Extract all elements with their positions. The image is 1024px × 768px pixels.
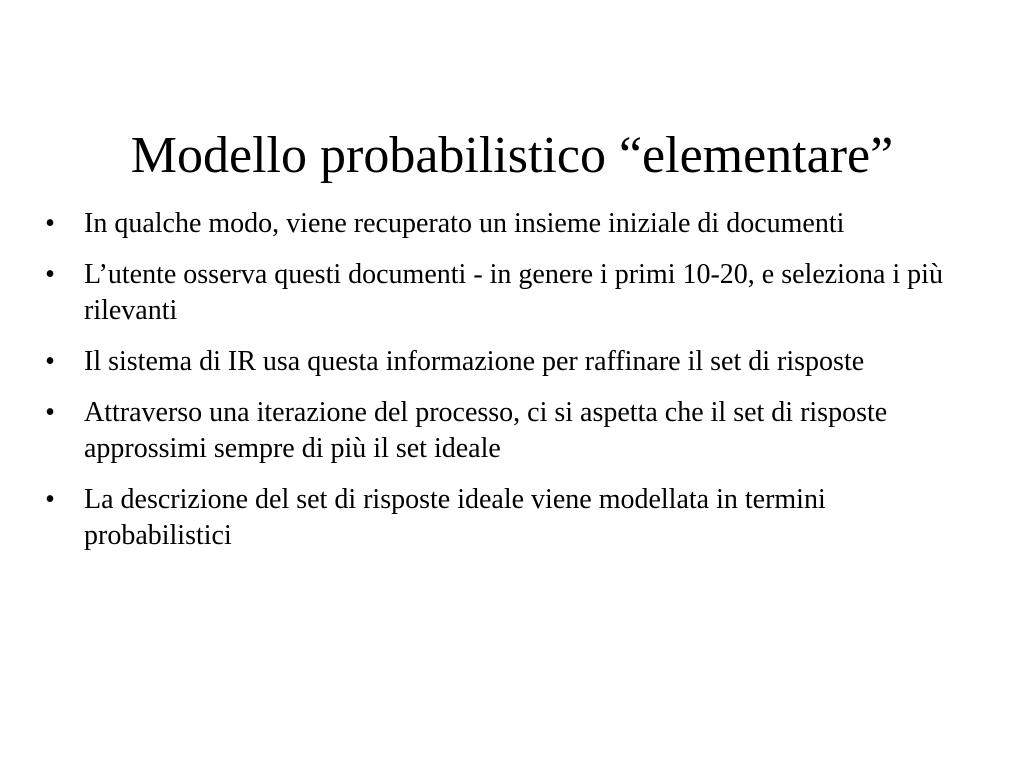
bullet-item xyxy=(40,257,980,329)
bullet-icon: • xyxy=(45,346,55,377)
bullet-text: In qualche modo, viene recuperato un insieme iniziale di documenti xyxy=(84,208,845,239)
bullet-text: L’utente osserva questi documenti - in genere i primi 10-20, e seleziona i più rilevanti xyxy=(84,259,943,326)
bullet-item xyxy=(40,206,980,242)
bullet-icon: • xyxy=(45,484,55,515)
bullet-text: La descrizione del set di risposte ideale viene modellata in termini probabilistici xyxy=(84,484,826,551)
bullet-item xyxy=(40,482,980,554)
bullet-list xyxy=(40,206,980,569)
bullet-item xyxy=(40,395,980,467)
bullet-icon: • xyxy=(45,259,55,290)
bullet-item xyxy=(40,344,980,380)
slide-title: Modello probabilistico “elementare” xyxy=(130,127,894,184)
bullet-text: Il sistema di IR usa questa informazione per raffinare il set di risposte xyxy=(84,346,865,377)
bullet-text: Attraverso una iterazione del processo, ci si aspetta che il set di risposte approssimi sempre di più il set ideale xyxy=(84,397,888,464)
bullet-icon: • xyxy=(45,208,55,239)
bullet-icon: • xyxy=(45,397,55,428)
